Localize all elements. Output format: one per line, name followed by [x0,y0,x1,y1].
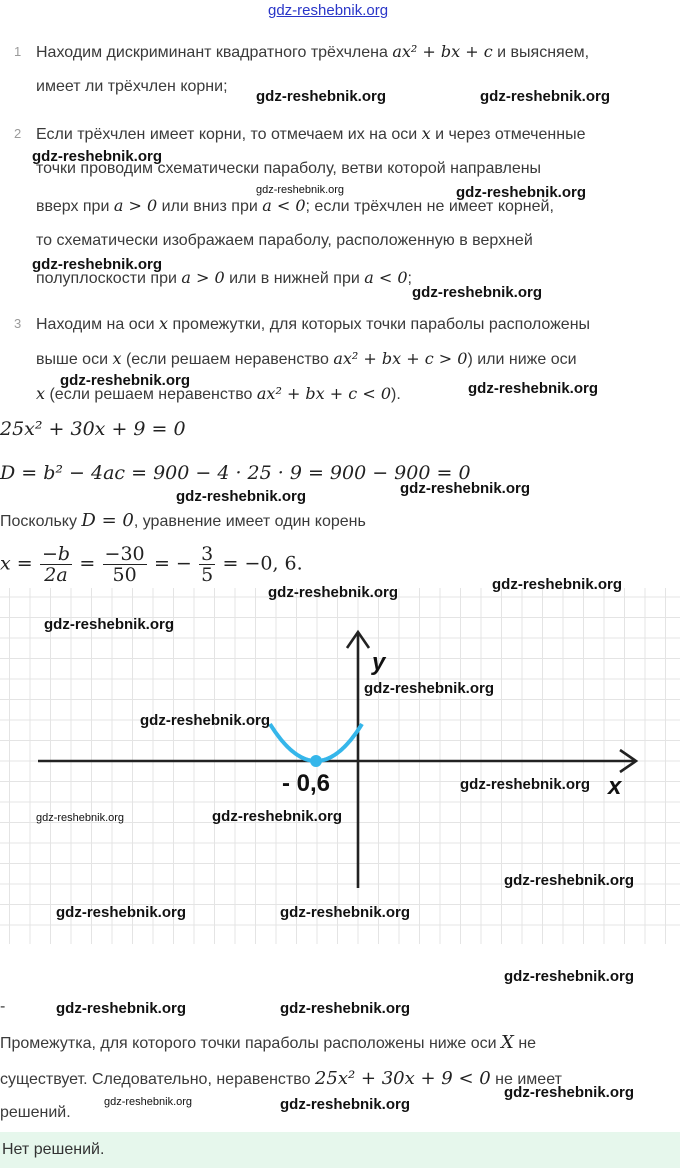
watermark: gdz-reshebnik.org [60,372,191,389]
discriminant-equation: D = b² − 4ac = 900 − 4 · 25 · 9 = 900 − 900 = 0 [0,462,471,484]
watermark: gdz-reshebnik.org [460,776,591,793]
watermark: gdz-reshebnik.org [280,904,411,921]
step-1-line-1: Находим дискриминант квадратного трёхчлена ax² + bx + c и выясняем, [36,42,590,61]
graph-grid [0,588,680,944]
step-1-line-2: имеет ли трёхчлен корни; [36,78,228,95]
watermark: gdz-reshebnik.org [36,812,125,824]
conclusion-dash: - [0,998,6,1015]
watermark: gdz-reshebnik.org [504,968,635,985]
conclusion-line-3: решений. [0,1104,71,1121]
header-site-watermark: gdz-reshebnik.org [268,2,389,19]
answer-box [0,1132,680,1168]
watermark: gdz-reshebnik.org [280,1096,411,1113]
watermark: gdz-reshebnik.org [32,256,163,273]
step-2-line-1: Если трёхчлен имеет корни, то отмечаем их на оси x и через отмеченные [36,124,586,143]
step-3-line-1: Находим на оси x промежутки, для которых точки параболы расположены [36,314,591,333]
step-3-line-3: x (если решаем неравенство ax² + bx + c < 0). [36,384,401,403]
watermark: gdz-reshebnik.org [140,712,271,729]
step-number-2: 2 [14,126,22,141]
watermark: gdz-reshebnik.org [268,584,399,601]
watermark: gdz-reshebnik.org [104,1096,193,1108]
step-2-line-3: вверх при a > 0 или вниз при a < 0; если трёхчлен не имеет корней, [36,196,554,215]
watermark: gdz-reshebnik.org [280,1000,411,1017]
step-2-line-2: точки проводим схематически параболу, ветви которой направлены [36,160,542,177]
step-2-line-5: полуплоскости при a > 0 или в нижней при a < 0; [36,268,412,287]
watermark: gdz-reshebnik.org [256,88,387,105]
watermark: gdz-reshebnik.org [492,576,623,593]
since-text: Поскольку D = 0, уравнение имеет один корень [0,510,366,531]
watermark: gdz-reshebnik.org [504,872,635,889]
watermark: gdz-reshebnik.org [480,88,611,105]
y-axis-label: y [372,649,386,676]
watermark: gdz-reshebnik.org [56,1000,187,1017]
root-formula: x = $\frac{-b}{2a}$ = $\frac{-30}{50}$ = − $\frac{3}{5}$ = −0, 6. [0,543,303,586]
watermark: gdz-reshebnik.org [44,616,175,633]
watermark: gdz-reshebnik.org [504,1084,635,1101]
watermark: gdz-reshebnik.org [468,380,599,397]
conclusion-line-2: существует. Следовательно, неравенство 25x² + 30x + 9 < 0 не имеет [0,1068,562,1089]
watermark: gdz-reshebnik.org [456,184,587,201]
watermark: gdz-reshebnik.org [364,680,495,697]
conclusion-line-1: Промежутка, для которого точки параболы расположены ниже оси X не [0,1032,537,1053]
parabola-graph [0,588,680,944]
watermark: gdz-reshebnik.org [176,488,307,505]
answer-text: Нет решений. [2,1141,105,1158]
step-number-1: 1 [14,44,22,59]
vertex-label: - 0,6 [282,770,331,797]
vertex-point [310,755,322,767]
step-3-line-2: выше оси x (если решаем неравенство ax² + bx + c > 0) или ниже оси [36,349,577,368]
quadratic-equation: 25x² + 30x + 9 = 0 [0,418,186,440]
step-number-3: 3 [14,316,22,331]
step-2-line-4: то схематически изображаем параболу, расположенную в верхней [36,232,533,249]
watermark: gdz-reshebnik.org [32,148,163,165]
watermark: gdz-reshebnik.org [212,808,343,825]
watermark: gdz-reshebnik.org [400,480,531,497]
x-axis-label: x [608,773,622,800]
watermark: gdz-reshebnik.org [412,284,543,301]
watermark: gdz-reshebnik.org [56,904,187,921]
watermark: gdz-reshebnik.org [256,184,345,196]
